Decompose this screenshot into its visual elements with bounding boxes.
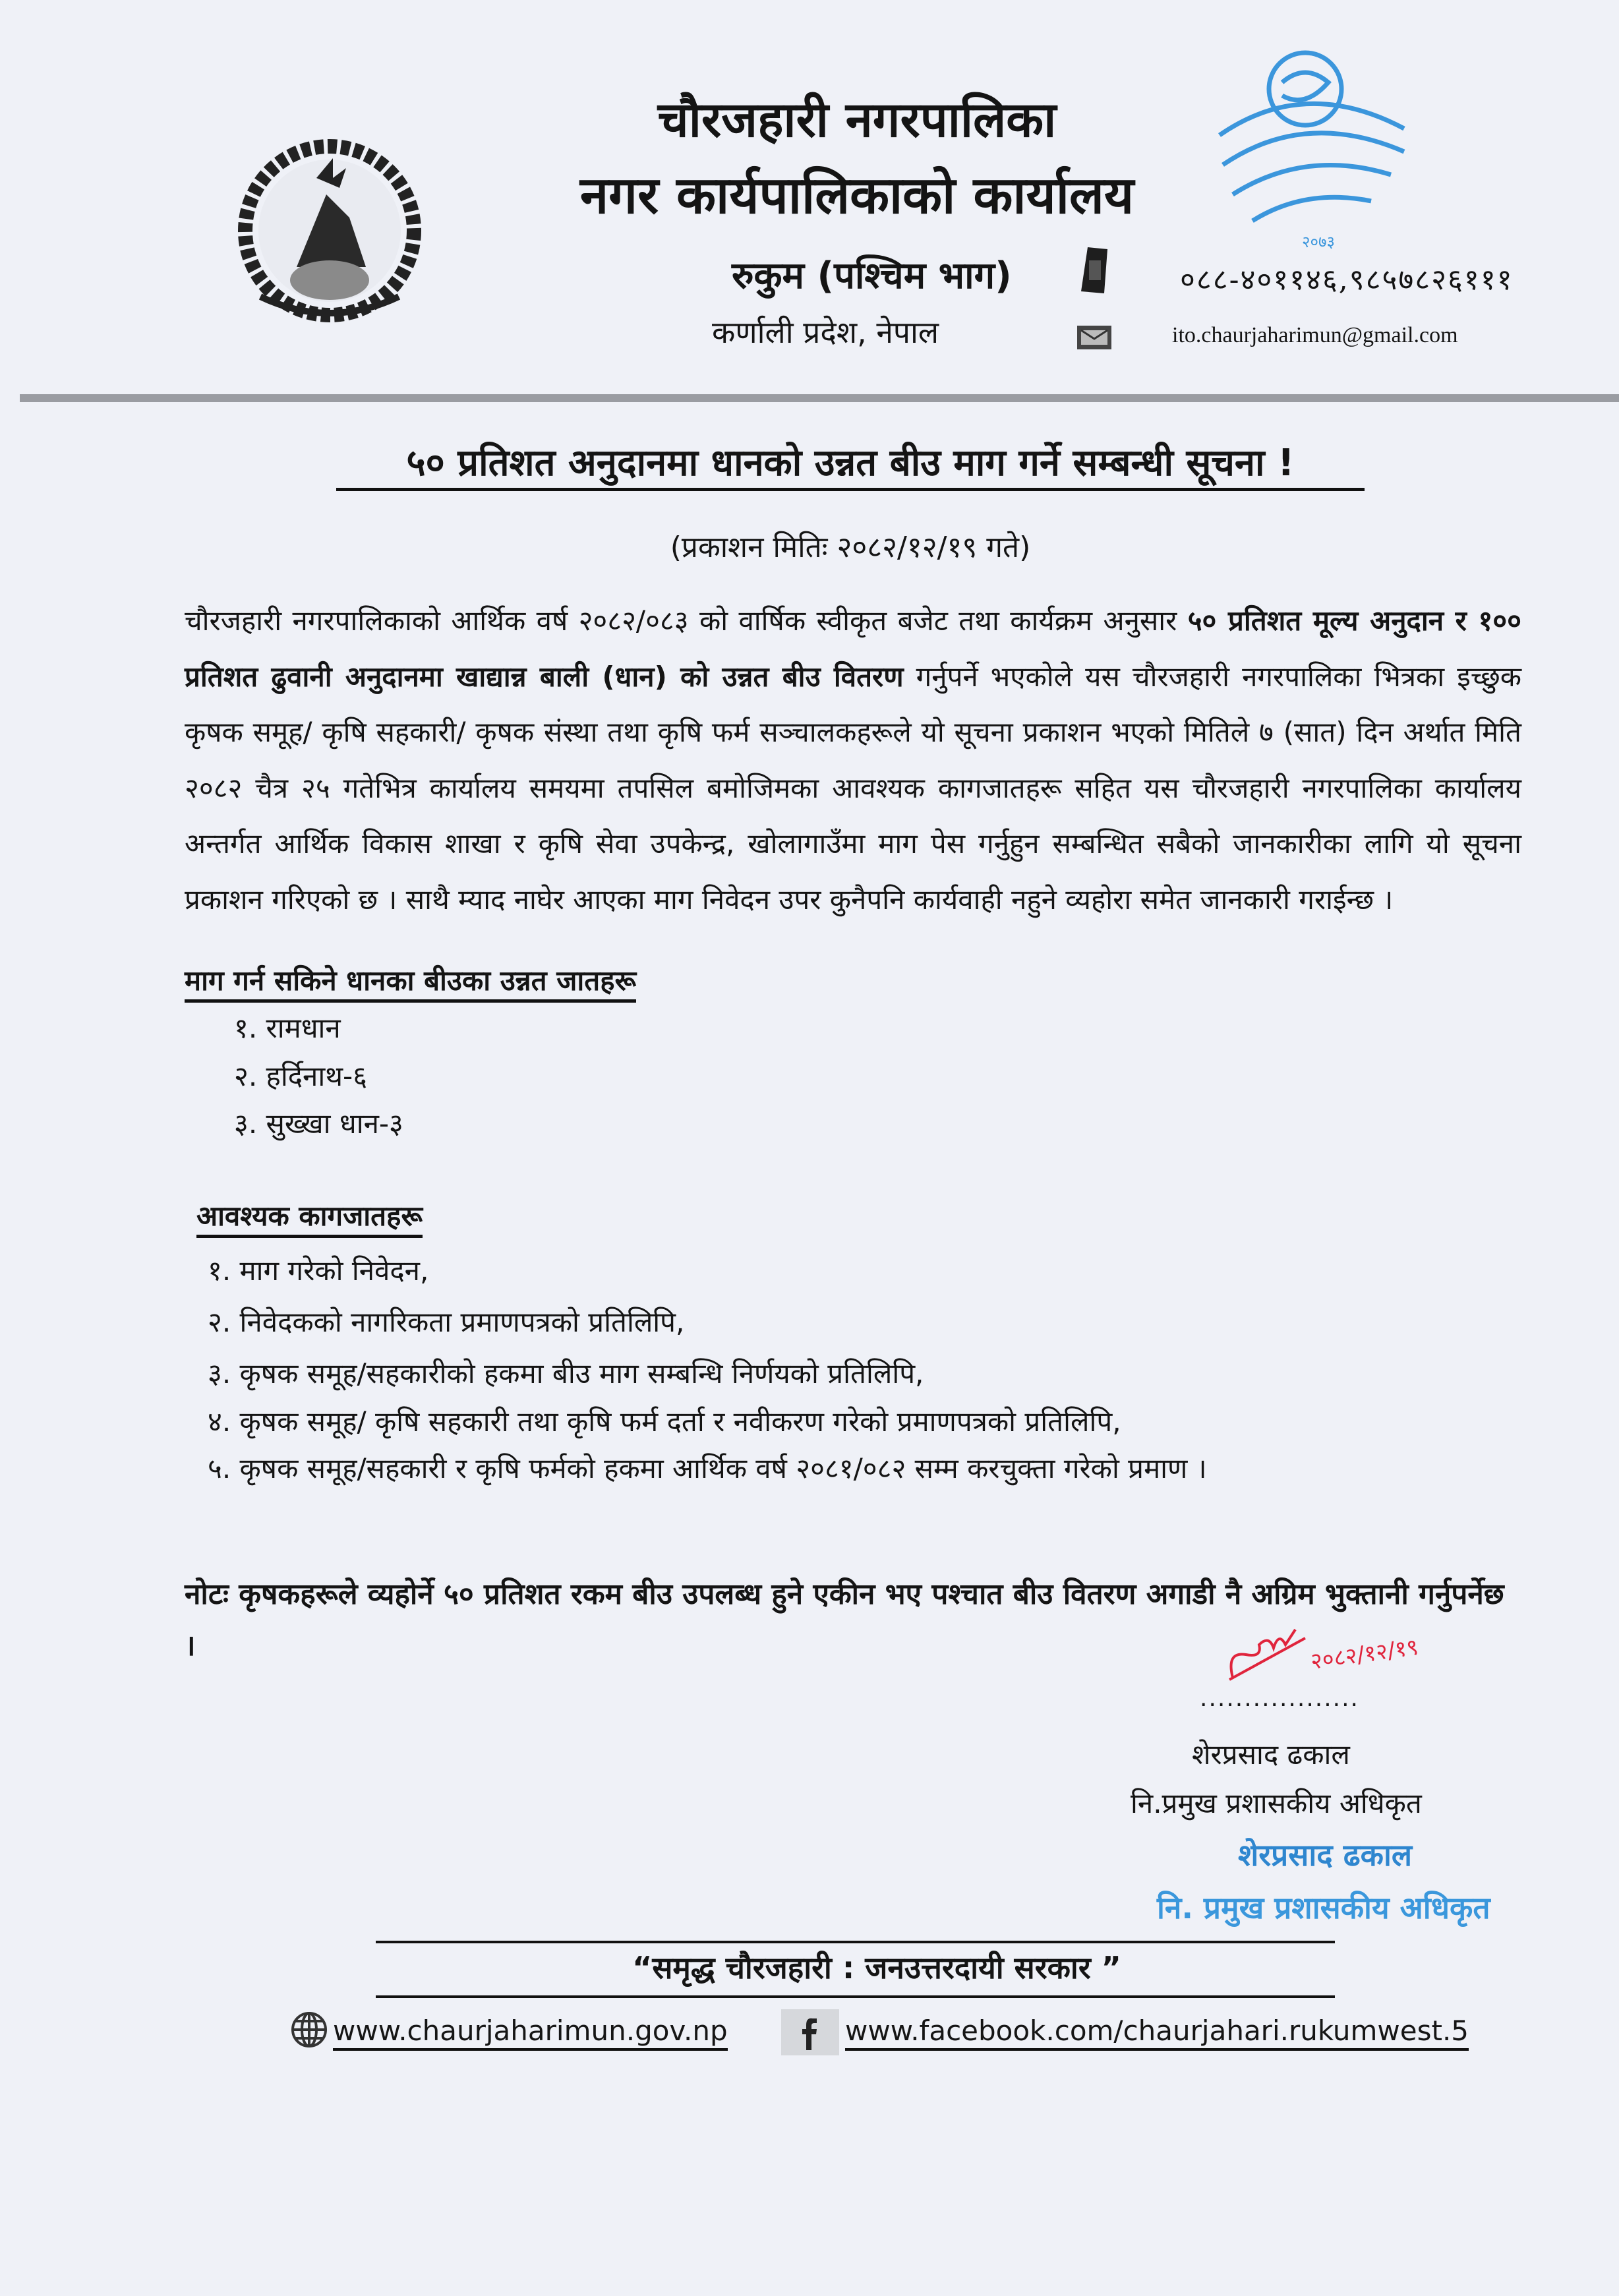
body-text-rest: गर्नुपर्ने भएकोले यस चौरजहारी नगरपालिका भित्रका इच्छुक कृषक समूह/ कृषि सहकारी/ कृषक संस्था तथा कृषि फर्म सञ्चालकहरूले यो सूचना प्रकाशन भएको मितिले ७ (सात) दिन अर्थात मिति २०८२ चैत्र २५ गतेभित्र कार्यालय समयमा तपसिल बमोजिमका आवश्यक कागजातहरू सहित यस चौरजहारी नगरपालिका कार्यालय अन्तर्गत आर्थिक विकास शाखा र कृषि सेवा उपकेन्द्र, खोलागाउँमा माग पेस गर्नुहुन सम्बन्धित सबैको जानकारीका लागि यो सूचना प्रकाशन गरिएको छ । साथै म्याद नाघेर आएका माग निवेदन उपर कुनैपनि कार्यवाही नहुने व्यहोरा समेत जानकारी गराईन्छ । [185,660,1521,916]
website-link[interactable]: www.chaurjaharimun.gov.np [333,2015,728,2051]
title-underline [336,488,1365,491]
svg-text:२०७३: २०७३ [1302,233,1335,251]
signatory-name: शेरप्रसाद ढकाल [1192,1738,1350,1771]
footer-divider-bottom [376,1995,1335,1998]
facebook-link[interactable]: www.facebook.com/chaurjahari.rukumwest.5 [845,2015,1469,2051]
footer-divider-top [376,1941,1335,1943]
signature-dots: .................. [1200,1685,1359,1712]
document-item: १. माग गरेको निवेदन, [208,1254,429,1287]
phone-number: ०८८-४०११४६,९८५७८२६१११ [1180,263,1514,297]
variety-item: १. रामधान [234,1012,341,1044]
publication-date: (प्रकाशन मितिः २०८२/१२/१९ गते) [670,531,1031,564]
mail-icon [1076,324,1113,351]
documents-heading [196,1196,423,1234]
office-stamp [1206,36,1444,260]
name-stamp: शेरप्रसाद ढकाल [1238,1837,1413,1873]
variety-item: २. हर्दिनाथ-६ [234,1060,368,1092]
phone-icon [1068,244,1121,297]
document-item: २. निवेदकको नागरिकता प्रमाणपत्रको प्रतिलिपि, [208,1306,685,1338]
notice-body [185,593,1521,927]
title-stamp: नि. प्रमुख प्रशासकीय अधिकृत [1157,1890,1490,1926]
document-item: ५. कृषक समूह/सहकारी र कृषि फर्मको हकमा आर्थिक वर्ष २०८१/०८२ सम्म करचुक्ता गरेको प्रमाण । [208,1452,1207,1485]
body-highlight: ५० प्रतिशत मूल्य अनुदान र १०० प्रतिशत ढुवानी अनुदानमा खाद्यान्न बाली (धान) को उन्नत बीउ वितरण [185,604,1521,693]
globe-icon [290,2011,328,2049]
notice-title: ५० प्रतिशत अनुदानमा धानको उन्नत बीउ माग गर्ने सम्बन्धी सूचना ! [406,442,1295,485]
varieties-heading-text: माग गर्न सकिने धानका बीउका उन्नत जातहरू [185,964,636,1003]
slogan: “समृद्ध चौरजहारी : जनउत्तरदायी सरकार ” [632,1950,1121,1986]
facebook-icon [781,2009,839,2055]
header-divider [20,394,1619,402]
municipality-name: चौरजहारी नगरपालिका [657,92,1057,148]
signatory-title: नि.प्रमुख प्रशासकीय अधिकृत [1131,1787,1422,1819]
varieties-heading [185,961,636,999]
email-address: ito.chaurjaharimun@gmail.com [1172,323,1458,347]
district: रुकुम (पश्चिम भाग) [732,254,1012,297]
documents-heading-text: आवश्यक कागजातहरू [196,1200,423,1238]
document-item: ४. कृषक समूह/ कृषि सहकारी तथा कृषि फर्म दर्ता र नवीकरण गरेको प्रमाणपत्रको प्रतिलिपि, [208,1405,1121,1438]
svg-text:२०८२/१२/१९: २०८२/१२/१९ [1309,1634,1421,1675]
province: कर्णाली प्रदेश, नेपाल [712,314,939,350]
note: नोटः कृषकहरूले व्यहोर्ने ५० प्रतिशत रकम बीउ उपलब्ध हुने एकीन भए पश्चात बीउ वितरण अगाडी नै अग्रिम भुक्तानी गर्नुपर्नेछ । [185,1577,1504,1663]
handwritten-signature [1226,1628,1463,1681]
document-item: ३. कृषक समूह/सहकारीको हकमा बीउ माग सम्बन्धि निर्णयको प्रतिलिपि, [208,1357,924,1390]
office-name: नगर कार्यपालिकाको कार्यालय [579,166,1134,225]
body-text: चौरजहारी नगरपालिकाको आर्थिक वर्ष २०८२/०८३ को वार्षिक स्वीकृत बजेट तथा कार्यक्रम अनुसार [185,604,1188,637]
variety-item: ३. सुख्खा धान-३ [234,1107,403,1140]
